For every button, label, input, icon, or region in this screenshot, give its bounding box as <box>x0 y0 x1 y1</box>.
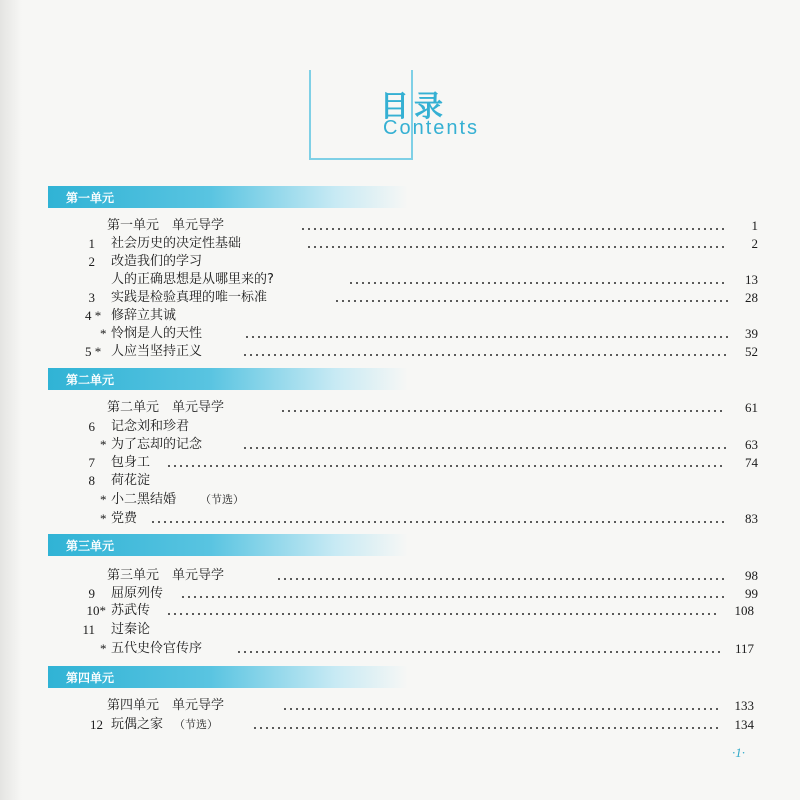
entry-page: 28 <box>745 290 758 305</box>
leader-dots <box>276 578 724 580</box>
leader-dots <box>306 246 726 248</box>
entry-title: 第二单元 单元导学 <box>107 400 225 415</box>
toc-entry[interactable] <box>0 490 800 510</box>
toc-entry[interactable] <box>0 509 800 529</box>
entry-title: 玩偶之家 <box>111 717 164 732</box>
entry-title: 小二黑结婚 <box>111 492 177 507</box>
entry-title: 包身工 <box>111 455 151 470</box>
leader-dots <box>348 282 728 284</box>
toc-entry[interactable] <box>0 620 800 640</box>
toc-entry[interactable] <box>0 306 800 326</box>
toc-entry[interactable] <box>0 639 800 659</box>
toc-title: 目录 <box>380 89 449 123</box>
leader-dots <box>166 465 724 467</box>
entry-number: 12 <box>90 717 103 732</box>
leader-dots <box>252 727 718 729</box>
entry-page: 63 <box>745 437 758 452</box>
leader-dots <box>150 521 728 523</box>
toc-entry[interactable] <box>0 234 800 254</box>
toc-entry[interactable] <box>0 696 800 716</box>
toc-entry[interactable] <box>0 715 800 735</box>
entry-title: 第三单元 单元导学 <box>107 568 225 583</box>
entry-number: 9 <box>88 586 95 601</box>
entry-page: 99 <box>745 586 758 601</box>
entry-title: 改造我们的学习 <box>111 254 203 269</box>
toc-entry[interactable] <box>0 417 800 437</box>
entry-number: 3 <box>88 290 95 305</box>
entry-note: （节选） <box>174 718 218 731</box>
entry-number: * <box>100 326 107 341</box>
toc-entry[interactable] <box>0 471 800 491</box>
leader-dots <box>244 336 728 338</box>
unit-header <box>48 666 408 688</box>
leader-dots <box>236 651 722 653</box>
entry-title: 第四单元 单元导学 <box>107 698 225 713</box>
entry-page: 134 <box>734 717 754 732</box>
entry-number: 1 <box>88 236 95 251</box>
entry-number: * <box>100 641 107 656</box>
entry-title: 第一单元 单元导学 <box>107 218 225 233</box>
unit-label: 第四单元 <box>66 671 115 685</box>
leader-dots <box>334 300 728 302</box>
entry-page: 74 <box>745 455 758 470</box>
entry-title: 人应当坚持正义 <box>111 344 203 359</box>
leader-dots <box>166 613 718 615</box>
entry-title: 荷花淀 <box>111 473 151 488</box>
entry-title: 怜悯是人的天性 <box>111 326 203 341</box>
entry-title: 为了忘却的记念 <box>111 437 203 452</box>
entry-title: 记念刘和珍君 <box>111 419 190 434</box>
entry-page: 117 <box>734 641 754 656</box>
leader-dots <box>300 228 724 230</box>
entry-page: 2 <box>751 236 758 251</box>
entry-page: 98 <box>745 568 758 583</box>
entry-number: 7 <box>88 455 95 470</box>
leader-dots <box>242 354 728 356</box>
entry-number: * <box>100 437 107 452</box>
toc-entry[interactable] <box>0 398 800 418</box>
entry-page: 133 <box>734 698 754 713</box>
toc-entry[interactable] <box>0 435 800 455</box>
entry-page: 52 <box>745 344 758 359</box>
entry-number: 4 * <box>85 308 102 323</box>
toc-entry[interactable] <box>0 288 800 308</box>
entry-title: 五代史伶官传序 <box>111 641 203 656</box>
toc-subtitle: Contents <box>383 117 480 139</box>
toc-entry[interactable] <box>0 270 800 290</box>
entry-title: 屈原列传 <box>111 586 164 601</box>
unit-label: 第二单元 <box>66 373 115 387</box>
entry-page: 39 <box>745 326 758 341</box>
entry-number: 6 <box>88 419 95 434</box>
entry-number: 2 <box>88 254 95 269</box>
entry-title: 修辞立其诚 <box>111 308 177 323</box>
leader-dots <box>180 596 726 598</box>
entry-page: 61 <box>745 400 758 415</box>
toc-entry[interactable] <box>0 324 800 344</box>
entry-title: 社会历史的决定性基础 <box>111 236 242 251</box>
entry-number: * <box>100 511 107 526</box>
unit-header <box>48 186 408 208</box>
page-number: ·1· <box>732 745 745 760</box>
entry-page: 13 <box>745 272 758 287</box>
entry-number: 11 <box>82 622 95 637</box>
entry-page: 83 <box>745 511 758 526</box>
unit-label: 第一单元 <box>66 191 115 205</box>
entry-page: 1 <box>751 218 758 233</box>
unit-label: 第三单元 <box>66 539 115 553</box>
entry-title: 实践是检验真理的唯一标准 <box>111 290 268 305</box>
entry-title: 人的正确思想是从哪里来的? <box>111 272 274 287</box>
unit-header <box>48 534 408 556</box>
entry-number: 10* <box>86 603 106 618</box>
toc-entry[interactable] <box>0 342 800 362</box>
toc-entry[interactable] <box>0 566 800 586</box>
leader-dots <box>280 410 726 412</box>
entry-number: 8 <box>88 473 95 488</box>
entry-title: 苏武传 <box>111 603 151 618</box>
toc-entry[interactable] <box>0 453 800 473</box>
entry-note: （节选） <box>200 493 244 506</box>
entry-title: 党费 <box>111 511 138 526</box>
toc-entry[interactable] <box>0 216 800 236</box>
unit-header <box>48 368 408 390</box>
entry-page: 108 <box>734 603 754 618</box>
leader-dots <box>242 447 728 449</box>
entry-number: 5 * <box>85 344 102 359</box>
toc-entry[interactable] <box>0 601 800 621</box>
leader-dots <box>282 708 718 710</box>
toc-entry[interactable] <box>0 252 800 272</box>
entry-number: * <box>100 492 107 507</box>
entry-title: 过秦论 <box>111 622 151 637</box>
